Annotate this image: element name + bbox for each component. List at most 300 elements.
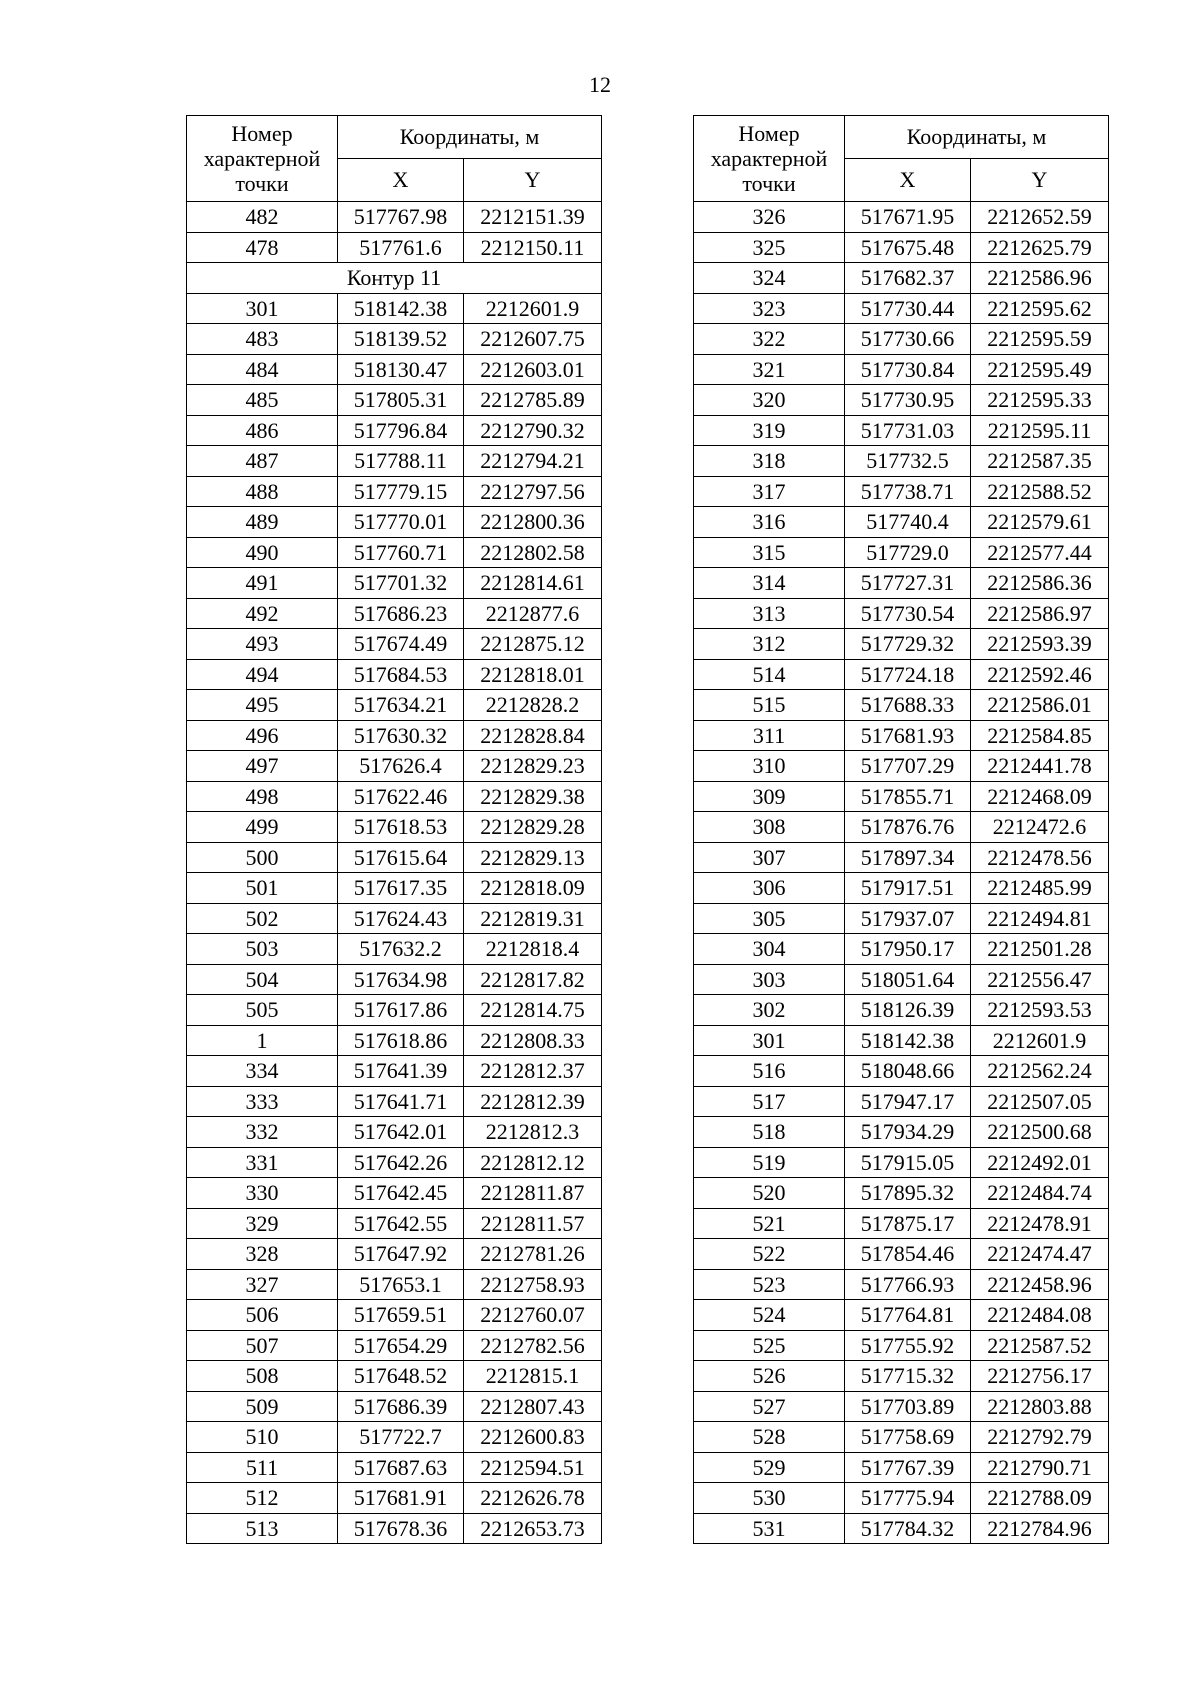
point-number-cell: 504: [187, 964, 338, 995]
table-row: [694, 598, 1109, 629]
y-coordinate-cell: 2212603.01: [464, 354, 602, 385]
y-header: Y: [971, 159, 1109, 202]
point-number-cell: 482: [187, 202, 338, 233]
y-coordinate-cell: 2212812.3: [464, 1117, 602, 1148]
table-row: [694, 1239, 1109, 1270]
point-number-cell: 494: [187, 659, 338, 690]
x-coordinate-cell: 517642.01: [338, 1117, 464, 1148]
table-row: [694, 1300, 1109, 1331]
y-coordinate-cell: 2212807.43: [464, 1391, 602, 1422]
y-coordinate-cell: 2212792.79: [971, 1422, 1109, 1453]
y-coordinate-cell: 2212626.78: [464, 1483, 602, 1514]
point-number-cell: 526: [694, 1361, 845, 1392]
table-row: [187, 629, 602, 660]
y-coordinate-cell: 2212458.96: [971, 1269, 1109, 1300]
table-row: [694, 1147, 1109, 1178]
table-row: [694, 1330, 1109, 1361]
point-number-cell: 330: [187, 1178, 338, 1209]
table-row: [694, 1513, 1109, 1544]
point-number-cell: 498: [187, 781, 338, 812]
point-number-cell: 511: [187, 1452, 338, 1483]
coordinates-table-right: [693, 115, 1109, 1544]
table-row: [694, 720, 1109, 751]
x-coordinate-cell: 517724.18: [845, 659, 971, 690]
y-coordinate-cell: 2212811.57: [464, 1208, 602, 1239]
point-number-cell: 492: [187, 598, 338, 629]
point-number-cell: 306: [694, 873, 845, 904]
point-number-header-line: характерной: [203, 146, 321, 171]
table-row: [187, 1086, 602, 1117]
point-number-cell: 313: [694, 598, 845, 629]
y-coordinate-cell: 2212812.39: [464, 1086, 602, 1117]
point-number-cell: 510: [187, 1422, 338, 1453]
x-coordinate-cell: 517730.95: [845, 385, 971, 416]
x-coordinate-cell: 518051.64: [845, 964, 971, 995]
point-number-cell: 309: [694, 781, 845, 812]
point-number-cell: 488: [187, 476, 338, 507]
table-row: [694, 263, 1109, 294]
table-row: [694, 1117, 1109, 1148]
point-number-cell: 321: [694, 354, 845, 385]
x-coordinate-cell: 517634.98: [338, 964, 464, 995]
table-row: [187, 1178, 602, 1209]
table-row: [187, 812, 602, 843]
table-row: [694, 415, 1109, 446]
y-coordinate-cell: 2212797.56: [464, 476, 602, 507]
table-row: [187, 1483, 602, 1514]
x-coordinate-cell: 517740.4: [845, 507, 971, 538]
x-coordinate-cell: 517686.23: [338, 598, 464, 629]
point-number-cell: 326: [694, 202, 845, 233]
point-number-cell: 489: [187, 507, 338, 538]
point-number-cell: 490: [187, 537, 338, 568]
x-coordinate-cell: 517678.36: [338, 1513, 464, 1544]
x-coordinate-cell: 517761.6: [338, 232, 464, 263]
y-coordinate-cell: 2212829.28: [464, 812, 602, 843]
point-number-cell: 516: [694, 1056, 845, 1087]
x-coordinate-cell: 517641.39: [338, 1056, 464, 1087]
table-row: [187, 720, 602, 751]
x-coordinate-cell: 517632.2: [338, 934, 464, 965]
table-row: [187, 934, 602, 965]
point-number-cell: 500: [187, 842, 338, 873]
table-row: [694, 873, 1109, 904]
x-coordinate-cell: 517788.11: [338, 446, 464, 477]
x-coordinate-cell: 517770.01: [338, 507, 464, 538]
table-row: [694, 1361, 1109, 1392]
table-body-right: [694, 202, 1109, 1544]
y-coordinate-cell: 2212601.9: [464, 293, 602, 324]
coordinates-header: Координаты, м: [845, 116, 1109, 159]
y-coordinate-cell: 2212829.38: [464, 781, 602, 812]
table-row: [187, 1117, 602, 1148]
y-coordinate-cell: 2212814.61: [464, 568, 602, 599]
x-coordinate-cell: 518048.66: [845, 1056, 971, 1087]
x-coordinate-cell: 517681.93: [845, 720, 971, 751]
table-row: [694, 202, 1109, 233]
x-coordinate-cell: 517738.71: [845, 476, 971, 507]
x-coordinate-cell: 517730.54: [845, 598, 971, 629]
y-coordinate-cell: 2212784.96: [971, 1513, 1109, 1544]
y-coordinate-cell: 2212819.31: [464, 903, 602, 934]
contour-label: Контур 11: [187, 263, 602, 294]
point-number-cell: 520: [694, 1178, 845, 1209]
x-coordinate-cell: 518139.52: [338, 324, 464, 355]
y-coordinate-cell: 2212586.36: [971, 568, 1109, 599]
table-row: [694, 507, 1109, 538]
table-row: [694, 964, 1109, 995]
point-number-cell: 478: [187, 232, 338, 263]
y-coordinate-cell: 2212586.97: [971, 598, 1109, 629]
x-coordinate-cell: 517934.29: [845, 1117, 971, 1148]
point-number-cell: 486: [187, 415, 338, 446]
table-row: [694, 842, 1109, 873]
y-coordinate-cell: 2212494.81: [971, 903, 1109, 934]
x-coordinate-cell: 517659.51: [338, 1300, 464, 1331]
y-coordinate-cell: 2212587.52: [971, 1330, 1109, 1361]
point-number-cell: 527: [694, 1391, 845, 1422]
x-coordinate-cell: 517715.32: [845, 1361, 971, 1392]
table-row: [187, 202, 602, 233]
y-coordinate-cell: 2212785.89: [464, 385, 602, 416]
y-coordinate-cell: 2212782.56: [464, 1330, 602, 1361]
table-row: [187, 1361, 602, 1392]
point-number-header-line: точки: [742, 171, 796, 196]
table-row: [187, 1391, 602, 1422]
table-row: [187, 1422, 602, 1453]
table-row: [694, 690, 1109, 721]
x-coordinate-cell: 517703.89: [845, 1391, 971, 1422]
y-coordinate-cell: 2212829.23: [464, 751, 602, 782]
x-coordinate-cell: 517875.17: [845, 1208, 971, 1239]
x-coordinate-cell: 517937.07: [845, 903, 971, 934]
table-row: [694, 1391, 1109, 1422]
table-row: [187, 964, 602, 995]
table-row: [694, 446, 1109, 477]
point-number-cell: 512: [187, 1483, 338, 1514]
point-number-cell: 325: [694, 232, 845, 263]
point-number-cell: 484: [187, 354, 338, 385]
y-coordinate-cell: 2212817.82: [464, 964, 602, 995]
point-number-cell: 506: [187, 1300, 338, 1331]
y-coordinate-cell: 2212815.1: [464, 1361, 602, 1392]
x-coordinate-cell: 517647.92: [338, 1239, 464, 1270]
y-coordinate-cell: 2212468.09: [971, 781, 1109, 812]
y-coordinate-cell: 2212595.33: [971, 385, 1109, 416]
y-coordinate-cell: 2212595.59: [971, 324, 1109, 355]
point-number-cell: 318: [694, 446, 845, 477]
x-coordinate-cell: 517767.39: [845, 1452, 971, 1483]
x-coordinate-cell: 517630.32: [338, 720, 464, 751]
table-row: [187, 1147, 602, 1178]
table-row: [694, 1452, 1109, 1483]
y-coordinate-cell: 2212588.52: [971, 476, 1109, 507]
point-number-cell: 319: [694, 415, 845, 446]
table-row: [187, 446, 602, 477]
table-row: [187, 324, 602, 355]
point-number-cell: 495: [187, 690, 338, 721]
table-row: [694, 629, 1109, 660]
point-number-cell: 493: [187, 629, 338, 660]
point-number-cell: 302: [694, 995, 845, 1026]
x-coordinate-cell: 518142.38: [845, 1025, 971, 1056]
x-coordinate-cell: 517615.64: [338, 842, 464, 873]
point-number-cell: 307: [694, 842, 845, 873]
y-coordinate-cell: 2212803.88: [971, 1391, 1109, 1422]
point-number-cell: 519: [694, 1147, 845, 1178]
contour-row: [187, 263, 602, 294]
y-coordinate-cell: 2212594.51: [464, 1452, 602, 1483]
x-header: X: [338, 159, 464, 202]
point-number-cell: 1: [187, 1025, 338, 1056]
table-row: [187, 1300, 602, 1331]
point-number-cell: 525: [694, 1330, 845, 1361]
point-number-cell: 521: [694, 1208, 845, 1239]
x-coordinate-cell: 517730.84: [845, 354, 971, 385]
y-coordinate-cell: 2212790.71: [971, 1452, 1109, 1483]
y-coordinate-cell: 2212756.17: [971, 1361, 1109, 1392]
point-number-cell: 531: [694, 1513, 845, 1544]
x-coordinate-cell: 517895.32: [845, 1178, 971, 1209]
x-coordinate-cell: 517767.98: [338, 202, 464, 233]
table-row: [187, 598, 602, 629]
x-coordinate-cell: 517722.7: [338, 1422, 464, 1453]
point-number-cell: 508: [187, 1361, 338, 1392]
point-number-cell: 310: [694, 751, 845, 782]
y-coordinate-cell: 2212478.56: [971, 842, 1109, 873]
table-row: [187, 568, 602, 599]
x-coordinate-cell: 517701.32: [338, 568, 464, 599]
table-row: [694, 659, 1109, 690]
table-row: [187, 873, 602, 904]
x-coordinate-cell: 518142.38: [338, 293, 464, 324]
y-coordinate-cell: 2212818.01: [464, 659, 602, 690]
x-coordinate-cell: 517766.93: [845, 1269, 971, 1300]
table-row: [187, 537, 602, 568]
y-coordinate-cell: 2212814.75: [464, 995, 602, 1026]
y-coordinate-cell: 2212790.32: [464, 415, 602, 446]
table-row: [694, 934, 1109, 965]
y-coordinate-cell: 2212601.9: [971, 1025, 1109, 1056]
table-body-left: [187, 202, 602, 1544]
x-coordinate-cell: 517681.91: [338, 1483, 464, 1514]
y-coordinate-cell: 2212800.36: [464, 507, 602, 538]
y-coordinate-cell: 2212595.11: [971, 415, 1109, 446]
x-coordinate-cell: 517805.31: [338, 385, 464, 416]
x-coordinate-cell: 517729.32: [845, 629, 971, 660]
point-number-header-line: характерной: [710, 146, 828, 171]
table-row: [187, 1330, 602, 1361]
point-number-cell: 507: [187, 1330, 338, 1361]
table-row: [187, 507, 602, 538]
y-coordinate-cell: 2212811.87: [464, 1178, 602, 1209]
table-row: [694, 1483, 1109, 1514]
y-coordinate-cell: 2212812.12: [464, 1147, 602, 1178]
x-coordinate-cell: 517617.35: [338, 873, 464, 904]
x-coordinate-cell: 517671.95: [845, 202, 971, 233]
y-coordinate-cell: 2212812.37: [464, 1056, 602, 1087]
x-coordinate-cell: 517897.34: [845, 842, 971, 873]
y-coordinate-cell: 2212586.96: [971, 263, 1109, 294]
y-coordinate-cell: 2212562.24: [971, 1056, 1109, 1087]
table-row: [187, 1452, 602, 1483]
point-number-cell: 329: [187, 1208, 338, 1239]
x-coordinate-cell: 517618.86: [338, 1025, 464, 1056]
table-row: [694, 1208, 1109, 1239]
point-number-cell: 301: [187, 293, 338, 324]
x-coordinate-cell: 517796.84: [338, 415, 464, 446]
x-coordinate-cell: 517687.63: [338, 1452, 464, 1483]
point-number-cell: 316: [694, 507, 845, 538]
x-coordinate-cell: 517758.69: [845, 1422, 971, 1453]
x-coordinate-cell: 517634.21: [338, 690, 464, 721]
x-coordinate-cell: 517731.03: [845, 415, 971, 446]
x-coordinate-cell: 517947.17: [845, 1086, 971, 1117]
y-header: Y: [464, 159, 602, 202]
y-coordinate-cell: 2212579.61: [971, 507, 1109, 538]
x-coordinate-cell: 517760.71: [338, 537, 464, 568]
x-coordinate-cell: 517784.32: [845, 1513, 971, 1544]
x-coordinate-cell: 517779.15: [338, 476, 464, 507]
table-row: [694, 476, 1109, 507]
point-number-cell: 317: [694, 476, 845, 507]
table-row: [187, 781, 602, 812]
y-coordinate-cell: 2212500.68: [971, 1117, 1109, 1148]
x-coordinate-cell: 517730.66: [845, 324, 971, 355]
x-coordinate-cell: 517686.39: [338, 1391, 464, 1422]
x-coordinate-cell: 517674.49: [338, 629, 464, 660]
point-number-cell: 315: [694, 537, 845, 568]
point-number-cell: 501: [187, 873, 338, 904]
table-row: [694, 1178, 1109, 1209]
point-number-cell: 505: [187, 995, 338, 1026]
x-coordinate-cell: 517854.46: [845, 1239, 971, 1270]
point-number-cell: 514: [694, 659, 845, 690]
table-row: [694, 1422, 1109, 1453]
point-number-header: [694, 116, 845, 202]
point-number-cell: 503: [187, 934, 338, 965]
point-number-cell: 518: [694, 1117, 845, 1148]
point-number-cell: 323: [694, 293, 845, 324]
table-row: [694, 1025, 1109, 1056]
table-row: [187, 659, 602, 690]
table-row: [187, 1269, 602, 1300]
table-row: [187, 1239, 602, 1270]
table-row: [694, 903, 1109, 934]
point-number-cell: 331: [187, 1147, 338, 1178]
point-number-cell: 497: [187, 751, 338, 782]
point-number-cell: 523: [694, 1269, 845, 1300]
x-header: X: [845, 159, 971, 202]
y-coordinate-cell: 2212584.85: [971, 720, 1109, 751]
table-row: [187, 232, 602, 263]
x-coordinate-cell: 517654.29: [338, 1330, 464, 1361]
table-row: [694, 385, 1109, 416]
x-coordinate-cell: 517622.46: [338, 781, 464, 812]
x-coordinate-cell: 517648.52: [338, 1361, 464, 1392]
x-coordinate-cell: 517684.53: [338, 659, 464, 690]
table-row: [187, 1513, 602, 1544]
point-number-cell: 509: [187, 1391, 338, 1422]
point-number-cell: 322: [694, 324, 845, 355]
y-coordinate-cell: 2212625.79: [971, 232, 1109, 263]
x-coordinate-cell: 517688.33: [845, 690, 971, 721]
point-number-cell: 303: [694, 964, 845, 995]
table-row: [187, 751, 602, 782]
x-coordinate-cell: 517915.05: [845, 1147, 971, 1178]
point-number-cell: 487: [187, 446, 338, 477]
table-row: [694, 1086, 1109, 1117]
point-number-cell: 334: [187, 1056, 338, 1087]
coordinates-header: Координаты, м: [338, 116, 602, 159]
y-coordinate-cell: 2212758.93: [464, 1269, 602, 1300]
point-number-cell: 529: [694, 1452, 845, 1483]
y-coordinate-cell: 2212808.33: [464, 1025, 602, 1056]
y-coordinate-cell: 2212600.83: [464, 1422, 602, 1453]
x-coordinate-cell: 517641.71: [338, 1086, 464, 1117]
point-number-header-line: точки: [235, 171, 289, 196]
x-coordinate-cell: 517755.92: [845, 1330, 971, 1361]
table-row: [187, 1208, 602, 1239]
y-coordinate-cell: 2212484.08: [971, 1300, 1109, 1331]
y-coordinate-cell: 2212556.47: [971, 964, 1109, 995]
table-row: [187, 1025, 602, 1056]
y-coordinate-cell: 2212577.44: [971, 537, 1109, 568]
y-coordinate-cell: 2212781.26: [464, 1239, 602, 1270]
point-number-cell: 308: [694, 812, 845, 843]
y-coordinate-cell: 2212828.2: [464, 690, 602, 721]
x-coordinate-cell: 517653.1: [338, 1269, 464, 1300]
point-number-cell: 528: [694, 1422, 845, 1453]
point-number-cell: 513: [187, 1513, 338, 1544]
table-row: [187, 415, 602, 446]
point-number-header-line: Номер: [738, 121, 800, 146]
point-number-header-line: Номер: [231, 121, 293, 146]
x-coordinate-cell: 517876.76: [845, 812, 971, 843]
table-row: [187, 903, 602, 934]
y-coordinate-cell: 2212484.74: [971, 1178, 1109, 1209]
x-coordinate-cell: 517775.94: [845, 1483, 971, 1514]
point-number-cell: 305: [694, 903, 845, 934]
y-coordinate-cell: 2212474.47: [971, 1239, 1109, 1270]
y-coordinate-cell: 2212828.84: [464, 720, 602, 751]
point-number-cell: 311: [694, 720, 845, 751]
y-coordinate-cell: 2212652.59: [971, 202, 1109, 233]
table-row: [694, 995, 1109, 1026]
x-coordinate-cell: 517729.0: [845, 537, 971, 568]
y-coordinate-cell: 2212593.53: [971, 995, 1109, 1026]
point-number-cell: 327: [187, 1269, 338, 1300]
x-coordinate-cell: 517642.45: [338, 1178, 464, 1209]
x-coordinate-cell: 517618.53: [338, 812, 464, 843]
point-number-cell: 499: [187, 812, 338, 843]
table-row: [694, 1056, 1109, 1087]
point-number-cell: 314: [694, 568, 845, 599]
x-coordinate-cell: 517682.37: [845, 263, 971, 294]
x-coordinate-cell: 517626.4: [338, 751, 464, 782]
y-coordinate-cell: 2212607.75: [464, 324, 602, 355]
table-row: [694, 812, 1109, 843]
table-row: [187, 995, 602, 1026]
point-number-cell: 483: [187, 324, 338, 355]
table-row: [187, 476, 602, 507]
table-row: [187, 293, 602, 324]
point-number-cell: 517: [694, 1086, 845, 1117]
y-coordinate-cell: 2212595.49: [971, 354, 1109, 385]
y-coordinate-cell: 2212492.01: [971, 1147, 1109, 1178]
x-coordinate-cell: 517642.55: [338, 1208, 464, 1239]
y-coordinate-cell: 2212586.01: [971, 690, 1109, 721]
